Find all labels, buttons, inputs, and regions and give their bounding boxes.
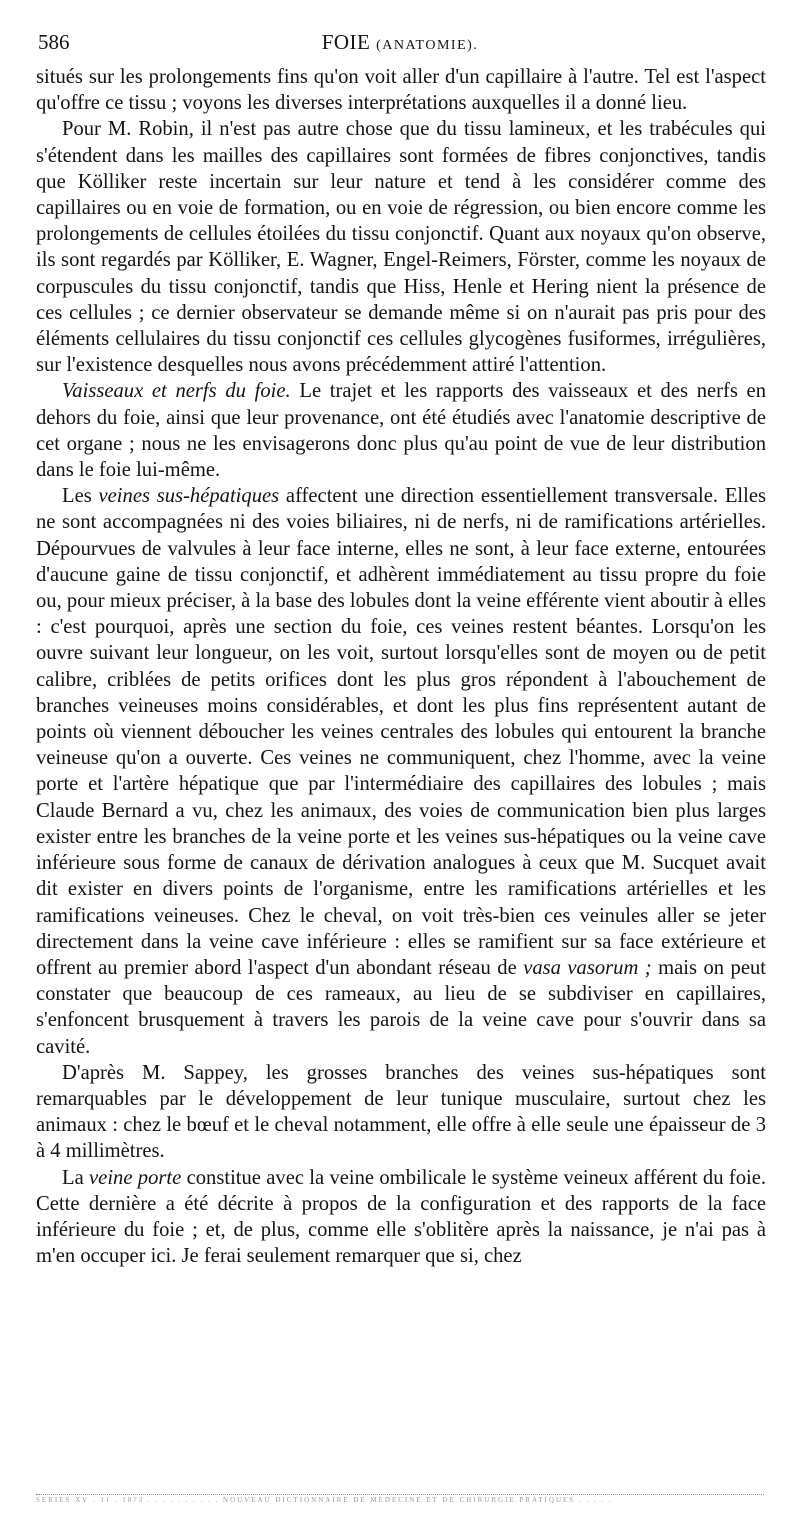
paragraph [36, 483, 766, 1059]
paragraph-text: La [62, 1166, 90, 1189]
footer-faint-text: SERIES XV . 11 . 1873 . . . . . . . . . . NOUVEAU DICTIONNAIRE DE MÉDECINE ET DE CHIRURGIE PRATIQUES . . . . . [36, 1496, 613, 1504]
paragraph-text: affectent une direction essentiellement transversale. Elles ne sont accompagnées ni des voies biliaires, ni de nerfs, ni de ramifications artérielles. Dépourvues de valvules à leur face interne, elles ne sont, à leur face externe, entourées d'aucune gaine de tissu conjonctif, et adhèrent immédiatement au tissu propre du foie ou, pour mieux préciser, à la base des lobules dont la veine efférente vient aboutir à elles : c'est pourquoi, après une section du foie, ces veines restent béantes. Lorsqu'on les ouvre suivant leur longueur, on les voit, surtout lorsqu'elles sont de moyen ou de petit calibre, criblées de petits orifices dont les plus gros répondent à l'abouchement de branches veineuses moins considérables, et dont les plus fins représentent autant de points où viennent déboucher les veines centrales des lobules qui entourent la branche veineuse qu'on a ouverte. Ces veines ne communiquent, chez l'homme, avec la veine porte et l'artère hépatique que par l'intermédiaire des capillaires des lobules ; mais Claude Bernard a vu, chez les animaux, des voies de communication bien plus larges exister entre les branches de la veine porte et les veines sus-hépatiques ou la veine cave inférieure sous forme de canaux de dérivation analogues à ceux que M. Sucquet avait dit exister en divers points de l'organisme, entre les ramifications artérielles et les ramifications veineuses. Chez le cheval, on voit très-bien ces veinules aller se jeter directement dans la veine cave inférieure : elles se ramifient sur sa face extérieure et offrent au premier abord l'aspect d'un abondant réseau de [36, 485, 766, 979]
italic-text: Vaisseaux et nerfs du foie. [62, 380, 291, 403]
italic-text: veines sus-hépatiques [98, 485, 280, 508]
footer-rule [36, 1494, 764, 1495]
paragraph-text: Les [62, 485, 99, 508]
paragraph [36, 116, 766, 378]
paragraph [36, 378, 766, 483]
page-header [38, 30, 762, 58]
italic-text: veine porte [89, 1166, 182, 1189]
paragraph-text: situés sur les prolongements fins qu'on voit aller d'un capillaire à l'autre. Tel est l'aspect qu'offre ce tissu ; voyons les diverses interprétations auxquelles il a donné lieu. [36, 66, 766, 115]
body-text [36, 64, 766, 1269]
running-title [38, 30, 762, 55]
page-number: 586 [38, 30, 70, 54]
paragraph-text: constitue avec la veine ombilicale le système veineux afférent du foie. Cette dernière a été décrite à propos de la configuration et des rapports de la face inférieure du foie ; et, de plus, comme elle s'oblitère après la naissance, je n'ai pas à m'en occuper ici. Je ferai seulement remarquer que si, chez [36, 1166, 766, 1268]
paragraph [36, 1060, 766, 1165]
paragraph-text: D'après M. Sappey, les grosses branches des veines sus-hépatiques sont remarquables par le développement de leur tunique musculaire, surtout chez les animaux : chez le bœuf et le cheval notamment, elle offre à elle seule une épaisseur de 3 à 4 millimètres. [36, 1061, 766, 1163]
paragraph-text: Pour M. Robin, il n'est pas autre chose que du tissu lamineux, et les trabécules qui s'étendent dans les mailles des capillaires sont formées de fibres conjonctives, tandis que Kölliker reste incertain sur leur nature et tend à les considérer comme des capillaires ou en voie de formation, ou en voie de régression, ou bien encore comme les prolongements de cellules étoilées du tissu conjonctif. Quant aux noyaux qu'on observe, ils sont regardés par Kölliker, E. Wagner, Engel-Reimers, Förster, comme les noyaux de corpuscules du tissu conjonctif, tandis que Hiss, Henle et Hering nient la présence de ces cellules ; ce dernier observateur se demande même si on n'aurait pas pris pour des éléments cellulaires du tissu conjonctif ces cellules glycogènes fusiformes, irrégulières, sur l'existence desquelles nous avons précédemment attiré l'attention. [36, 118, 766, 377]
paragraph [36, 64, 766, 116]
running-title-main: FOIE [321, 30, 371, 54]
paragraph [36, 1165, 766, 1270]
italic-text: vasa vasorum ; [523, 956, 652, 979]
paragraph-text: mais on peut constater que beaucoup de ces rameaux, au lieu de se subdiviser en capillaires, s'enfoncent brusquement à travers les parois de la veine cave pour s'ouvrir dans sa cavité. [36, 956, 767, 1058]
paragraph-text: Le trajet et les rapports des vaisseaux et des nerfs en dehors du foie, ainsi que leur provenance, ont été étudiés avec l'anatomie descriptive de cet organe ; nous ne les envisagerons donc plus qu'au point de vue de leur distribution dans le foie lui-même. [36, 380, 766, 482]
running-title-sub: (ANATOMIE). [376, 38, 479, 53]
